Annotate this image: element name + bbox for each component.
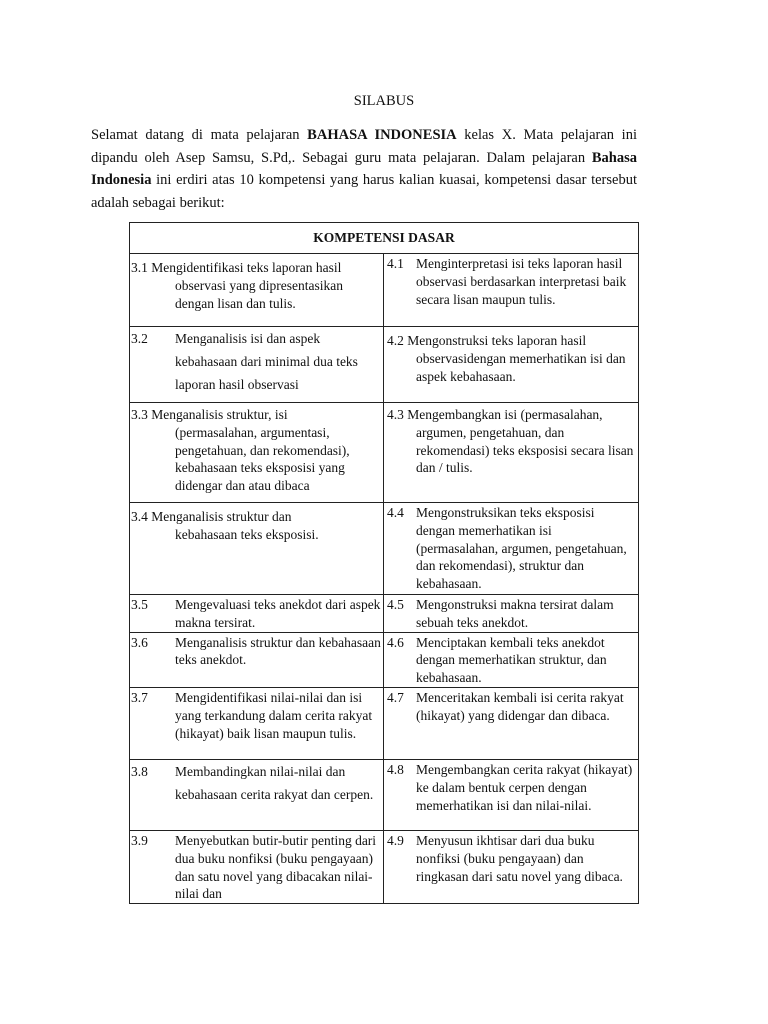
table-row xyxy=(130,327,639,403)
table-row xyxy=(130,503,639,595)
competency-text: Menceritakan kembali isi cerita rakyat (hikayat) yang didengar dan dibaca. xyxy=(416,689,624,723)
table-cell-left xyxy=(130,595,384,633)
table-row xyxy=(130,687,639,759)
competency-number: 3.5 xyxy=(131,597,148,612)
competency-text: Mengembangkan cerita rakyat (hikayat) ke dalam bentuk cerpen dengan memerhatikan isi dan nilai-nilai. xyxy=(416,761,633,813)
competency-text-lead: Mengonstruksi teks laporan hasil xyxy=(407,333,587,348)
competency-number: 3.8 xyxy=(131,763,148,779)
intro-bold-subject-2: Bahasa Indonesia xyxy=(91,149,637,188)
table-row xyxy=(130,759,639,830)
table-cell-left xyxy=(130,254,384,327)
table-row xyxy=(130,595,639,633)
competency-number: 3.3 xyxy=(131,407,148,422)
intro-text-2: kelas X. Mata pelajaran ini dipandu oleh Asep Samsu, S.Pd,. Sebagai guru mata pelajaran. Dalam pelajaran xyxy=(91,127,637,166)
competency-text: observasidengan memerhatikan isi dan aspek kebahasaan. xyxy=(416,350,626,384)
competency-number: 4.5 xyxy=(387,597,404,612)
competency-text: observasi yang dipresentasikan dengan lisan dan tulis. xyxy=(175,277,343,311)
competency-number: 3.4 xyxy=(131,509,148,524)
competency-text: argumen, pengetahuan, dan rekomendasi) teks eksposisi secara lisan dan / tulis. xyxy=(416,424,634,476)
table-row xyxy=(130,830,639,903)
table-cell-left xyxy=(130,687,384,759)
competency-text: Menganalisis struktur dan kebahasaan teks anekdot. xyxy=(175,634,381,668)
competency-text: Mengonstruksikan teks eksposisi dengan memerhatikan isi (permasalahan, argumen, pengetahuan, dan rekomendasi), struktur dan kebahasaan. xyxy=(416,505,627,592)
table-cell-right xyxy=(384,687,639,759)
intro-text-1: Selamat datang di mata pelajaran xyxy=(91,127,308,143)
table-cell-left xyxy=(130,503,384,595)
table-cell-left xyxy=(130,759,384,830)
competency-text: Menganalisis isi dan aspek kebahasaan dari minimal dua teks laporan hasil observasi xyxy=(175,331,358,392)
competency-number: 4.4 xyxy=(387,505,404,520)
intro-paragraph xyxy=(91,124,637,214)
competency-number: 3.1 xyxy=(131,260,148,275)
competency-text-lead: Mengembangkan isi (permasalahan, xyxy=(407,407,603,422)
competency-text-lead: Menganalisis struktur dan xyxy=(151,509,292,524)
document-title: SILABUS xyxy=(353,93,415,109)
table-cell-left xyxy=(130,830,384,903)
competency-text: Menciptakan kembali teks anekdot dengan memerhatikan struktur, dan kebahasaan. xyxy=(416,634,607,686)
table-header: KOMPETENSI DASAR xyxy=(130,223,639,254)
competency-number: 4.2 xyxy=(387,333,404,348)
table-row xyxy=(130,254,639,327)
competency-text-lead: Menganalisis struktur, isi xyxy=(151,407,288,422)
competency-text: (permasalahan, argumentasi, pengetahuan, dan rekomendasi), kebahasaan teks eksposisi yang didengar dan atau dibaca xyxy=(175,424,350,494)
intro-bold-subject: BAHASA INDONESIA xyxy=(307,127,457,143)
competency-number: 4.1 xyxy=(387,256,404,271)
competency-table xyxy=(129,222,639,904)
competency-text: Menyusun ikhtisar dari dua buku nonfiksi (buku pengayaan) dan ringkasan dari satu novel yang dibaca. xyxy=(416,832,623,884)
table-cell-right xyxy=(384,254,639,327)
competency-text: Menyebutkan butir-butir penting dari dua buku nonfiksi (buku pengayaan) dan satu novel yang dibacakan nilai-nilai dan xyxy=(175,832,377,902)
competency-number: 4.6 xyxy=(387,634,404,650)
table-header-row xyxy=(130,223,639,254)
table-cell-left xyxy=(130,403,384,503)
competency-text: Menginterpretasi isi teks laporan hasil observasi berdasarkan interpretasi baik secara lisan maupun tulis. xyxy=(416,256,627,307)
table-cell-right xyxy=(384,830,639,903)
table-cell-right xyxy=(384,632,639,687)
competency-text-lead: Mengidentifikasi teks laporan hasil xyxy=(151,260,342,275)
competency-number: 4.7 xyxy=(387,689,404,705)
competency-number: 4.9 xyxy=(387,832,404,848)
table-cell-right xyxy=(384,327,639,403)
competency-number: 3.9 xyxy=(131,832,148,848)
table-cell-right xyxy=(384,595,639,633)
competency-number: 4.3 xyxy=(387,407,404,422)
table-cell-right xyxy=(384,503,639,595)
competency-number: 3.6 xyxy=(131,634,148,650)
competency-text: Membandingkan nilai-nilai dan kebahasaan cerita rakyat dan cerpen. xyxy=(175,763,374,802)
competency-text: Mengonstruksi makna tersirat dalam sebuah teks anekdot. xyxy=(416,597,614,630)
table-cell-left xyxy=(130,632,384,687)
table-cell-right xyxy=(384,759,639,830)
competency-number: 4.8 xyxy=(387,761,404,777)
intro-text-3: ini erdiri atas 10 kompetensi yang harus kalian kuasai, kompetensi dasar tersebut adalah sebagai berikut: xyxy=(91,172,637,211)
table-cell-left xyxy=(130,327,384,403)
competency-text: kebahasaan teks eksposisi. xyxy=(175,526,319,542)
competency-text: Mengevaluasi teks anekdot dari aspek makna tersirat. xyxy=(175,597,381,630)
competency-number: 3.2 xyxy=(131,331,148,346)
table-cell-right xyxy=(384,403,639,503)
competency-number: 3.7 xyxy=(131,689,148,705)
table-row xyxy=(130,632,639,687)
competency-text: Mengidentifikasi nilai-nilai dan isi yang terkandung dalam cerita rakyat (hikayat) baik lisan maupun tulis. xyxy=(175,689,373,741)
table-row xyxy=(130,403,639,503)
